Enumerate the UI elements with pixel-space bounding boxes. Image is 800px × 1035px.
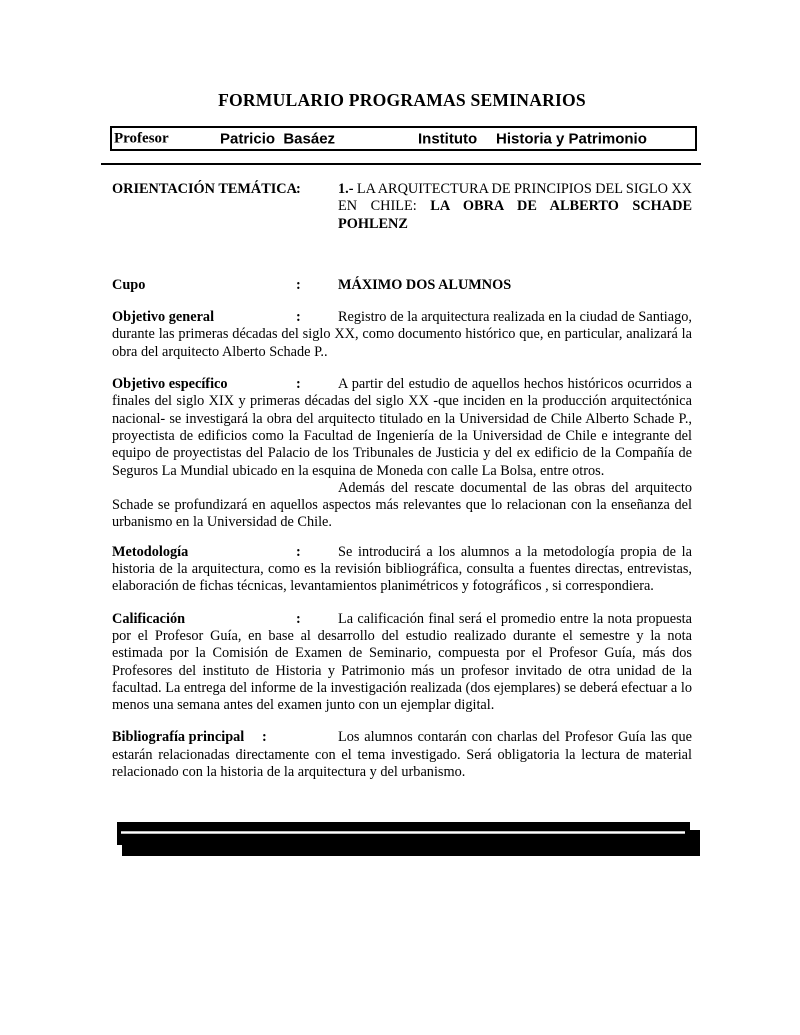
objetivo-especifico-text2: Además del rescate documental de las obras del arquitecto Schade se profundizará en aquellos aspectos más relevantes que lo relacionan con la enseñanza del urbanismo en la Universidad de Chile. bbox=[112, 479, 692, 531]
objetivo-general-colon: : bbox=[296, 309, 301, 326]
orientacion-number: 1.- bbox=[338, 181, 354, 197]
objetivo-general-text: Registro de la arquitectura realizada en la ciudad de Santiago, durante las primeras décadas del siglo XX, como documento histórico que, en particular, analizará la obra del arquitecto Alberto Schade P.. bbox=[112, 309, 692, 360]
orientacion-text-bold: LA OBRA DE ALBERTO SCHADE POHLENZ bbox=[338, 198, 692, 232]
cupo-label: Cupo bbox=[112, 276, 146, 293]
calificacion-text: La calificación final será el promedio entre la nota propuesta por el Profesor Guía, en base al desarrollo del estudio realizado durante el semestre y la nota estimada por la Comisión de Examen de Seminario, compuesta por el Profesor Guía, más dos Profesores del instituto de Historia y Patrimonio más un profesor invitado de otra unidad de la facultad. La entrega del informe de la investigación realizada (dos ejemplares) se deberá efectuar a lo menos una semana antes del examen junto con un ejemplar digital. bbox=[112, 610, 692, 714]
header-box bbox=[110, 126, 697, 151]
instituto-value: Historia y Patrimonio bbox=[496, 129, 647, 147]
bibliografia-text: Los alumnos contarán con charlas del Profesor Guía las que estarán relacionadas directamente con el tema investigado. Será obligatoria la lectura de material relacionado con la historia de la arquitectura y del urbanismo. bbox=[112, 729, 692, 781]
section-orientacion-tematica bbox=[112, 181, 692, 233]
bibliografia-colon: : bbox=[262, 729, 267, 746]
calificacion-colon: : bbox=[296, 610, 301, 627]
decorative-bar-front bbox=[117, 822, 690, 845]
decorative-bar bbox=[112, 822, 702, 858]
profesor-label: Profesor bbox=[114, 129, 169, 146]
orientacion-label-col bbox=[112, 181, 338, 233]
orientacion-text-regular: LA ARQUITECTURA DE PRINCIPIOS DEL SIGLO XX EN CHILE: bbox=[338, 181, 692, 215]
section-calificacion bbox=[112, 611, 692, 715]
section-metodologia bbox=[112, 544, 692, 596]
instituto-label: Instituto bbox=[418, 129, 478, 147]
page-title: FORMULARIO PROGRAMAS SEMINARIOS bbox=[218, 90, 586, 110]
section-bibliografia-principal bbox=[112, 729, 692, 781]
section-cupo bbox=[112, 277, 692, 294]
calificacion-label: Calificación bbox=[112, 610, 186, 627]
document-content bbox=[112, 0, 692, 781]
orientacion-colon: : bbox=[296, 181, 301, 197]
decorative-bar-stripe bbox=[121, 831, 685, 834]
bibliografia-label: Bibliografía principal bbox=[112, 729, 245, 746]
cupo-value: MÁXIMO DOS ALUMNOS bbox=[338, 276, 512, 293]
metodologia-text: Se introducirá a los alumnos a la metodología propia de la historia de la arquitectura, como es la revisión bibliográfica, consulta a fuentes directas, entrevistas, elaboración de fichas técnicas, levantamientos planimétricos y fotográficos , si correspondiera. bbox=[112, 543, 692, 595]
orientacion-value bbox=[338, 181, 692, 233]
objetivo-especifico-colon: : bbox=[296, 376, 301, 393]
objetivo-general-label: Objetivo general bbox=[112, 309, 215, 326]
section-objetivo-especifico bbox=[112, 376, 692, 480]
objetivo-especifico-label: Objetivo específico bbox=[112, 376, 228, 393]
cupo-colon: : bbox=[296, 276, 301, 293]
horizontal-rule bbox=[101, 163, 701, 165]
orientacion-label: ORIENTACIÓN TEMÁTICA bbox=[112, 181, 297, 197]
metodologia-colon: : bbox=[296, 543, 301, 560]
profesor-value: Patricio Basáez bbox=[220, 129, 336, 147]
objetivo-especifico-text: A partir del estudio de aquellos hechos históricos ocurridos a finales del siglo XIX y primeras décadas del siglo XX -que inciden en la producción arquitectónica nacional- se investigará la obra del arquitecto titulado en la Universidad de Chile Alberto Schade P., proyectista de edificios como la Facultad de Ingeniería de la Universidad de Chile e integrante del equipo de proyectistas del Palacio de los Tribunales de Justicia y del ex edificio de la Compañía de Seguros La Mundial ubicado en la esquina de Moneda con calle La Bolsa, entre otros. bbox=[112, 376, 692, 479]
metodologia-label: Metodología bbox=[112, 543, 189, 560]
section-objetivo-general bbox=[112, 309, 692, 361]
